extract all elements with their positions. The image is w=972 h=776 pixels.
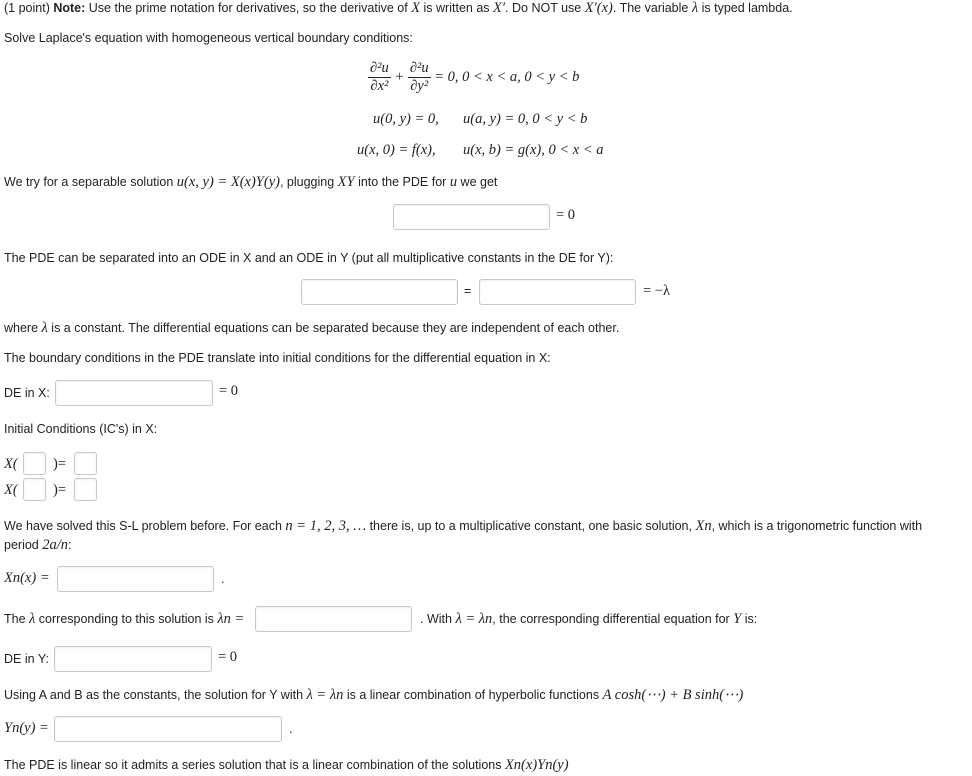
ic-1-point-input[interactable] — [23, 452, 46, 475]
d2u-dx2-fraction: $\frac{\text{∂²u}}{\text{∂x²}}$ — [370, 60, 389, 94]
bc-left-2: u(x, 0) = f(x), — [357, 142, 436, 158]
ic-row-2-open: X( — [4, 482, 18, 498]
xn-label: Xn(x) = — [4, 570, 50, 586]
var-x: X — [411, 0, 421, 16]
note-text: . Do NOT use — [505, 1, 582, 15]
de-y-label: DE in Y: — [4, 652, 49, 666]
separation-equals: = — [464, 284, 472, 298]
yn-period: . — [289, 722, 293, 736]
laplace-rhs: = 0, 0 < x < a, 0 < y < b — [434, 69, 580, 85]
de-x-rhs: = 0 — [219, 383, 239, 399]
x-ode-input[interactable] — [301, 279, 458, 305]
y-ode-input[interactable] — [479, 279, 636, 305]
xn-period: . — [221, 572, 225, 586]
ic-label: Initial Conditions (IC's) in X: — [4, 422, 158, 436]
ic-2-point-input[interactable] — [23, 478, 46, 501]
note-label: Note: — [53, 1, 86, 15]
separable-pde-input[interactable] — [393, 204, 550, 230]
bc-text: The boundary conditions in the PDE translate into initial conditions for the differential equation in X: — [4, 351, 551, 365]
ic-row-1-open: X( — [4, 456, 18, 472]
separate-text: The PDE can be separated into an ODE in X and an ODE in Y (put all multiplicative constants in the DE for Y): — [4, 251, 614, 265]
note-text: is typed lambda. — [701, 1, 793, 15]
xn-symbol: Xn — [695, 518, 712, 534]
intro-text: Solve Laplace's equation with homogeneous vertical boundary conditions: — [4, 31, 413, 45]
bc-left-1: u(0, y) = 0, — [373, 111, 439, 127]
de-x-label: DE in X: — [4, 386, 50, 400]
sl-text-line-1: We have solved this S-L problem before. For each n = 1, 2, 3, … there is, up to a multiplicative constant, one basic solution, Xn, which is a trigonometric function with — [4, 518, 923, 534]
problem-header — [4, 0, 793, 17]
de-y-rhs: = 0 — [218, 649, 238, 665]
lambda-n-label: λn = — [217, 611, 245, 627]
hyperbolic-text: Using A and B as the constants, the solution for Y with λ = λn is a linear combination of hyperbolic functions A cosh(⋯) + B sinh(⋯) — [4, 687, 744, 703]
series-text: The PDE is linear so it admits a series solution that is a linear combination of the solutions Xn(x)Yn(y) — [4, 757, 569, 773]
lambda-n-input[interactable] — [255, 606, 412, 632]
points-label: (1 point) — [4, 1, 50, 15]
note-text: . The variable — [612, 1, 689, 15]
where-text: where λ is a constant. The differential equations can be separated because they are independent of each other. — [4, 320, 620, 336]
note-text: Use the prime notation for derivatives, so the derivative of — [88, 1, 408, 15]
lambda-text-right: . With λ = λn, the corresponding differential equation for Y is: — [420, 611, 758, 627]
separation-rhs: = −λ — [643, 283, 671, 299]
yn-input[interactable] — [54, 716, 282, 742]
note-text: is written as — [423, 1, 490, 15]
lambda-text-left: The λ corresponding to this solution is λn = — [4, 611, 245, 627]
ic-1-value-input[interactable] — [74, 452, 97, 475]
lambda-symbol: λ — [691, 0, 699, 16]
laplace-equation — [368, 60, 579, 95]
ic-row-1-close: )= — [53, 456, 67, 472]
de-y-input[interactable] — [54, 646, 212, 672]
yn-label: Yn(y) = — [4, 720, 49, 736]
n-range: n = 1, 2, 3, … — [285, 518, 367, 534]
separable-expr: u(x, y) = X(x)Y(y) — [176, 174, 280, 190]
ic-row-2-close: )= — [53, 482, 67, 498]
series-expr: Xn(x)Yn(y) — [504, 757, 569, 773]
period-value: 2a/n — [42, 537, 69, 553]
ic-2-value-input[interactable] — [74, 478, 97, 501]
de-x-input[interactable] — [55, 380, 213, 406]
x-prime: X′ — [493, 0, 506, 16]
x-prime-x: X′(x) — [584, 0, 613, 16]
sl-text-line-2: period 2a/n: — [4, 537, 72, 553]
bc-right-2: u(x, b) = g(x), 0 < x < a — [463, 142, 604, 158]
xn-input[interactable] — [57, 566, 214, 592]
bc-right-1: u(a, y) = 0, 0 < y < b — [463, 111, 588, 127]
plus-sign: + — [394, 69, 405, 85]
separable-text: We try for a separable solution u(x, y) = X(x)Y(y), plugging XY into the PDE for u we get — [4, 174, 498, 190]
separable-rhs: = 0 — [556, 207, 576, 223]
d2u-dy2-fraction: $\frac{\text{∂²u}}{\text{∂y²}}$ — [409, 60, 429, 94]
hyperbolic-funcs: A cosh(⋯) + B sinh(⋯) — [602, 687, 744, 703]
